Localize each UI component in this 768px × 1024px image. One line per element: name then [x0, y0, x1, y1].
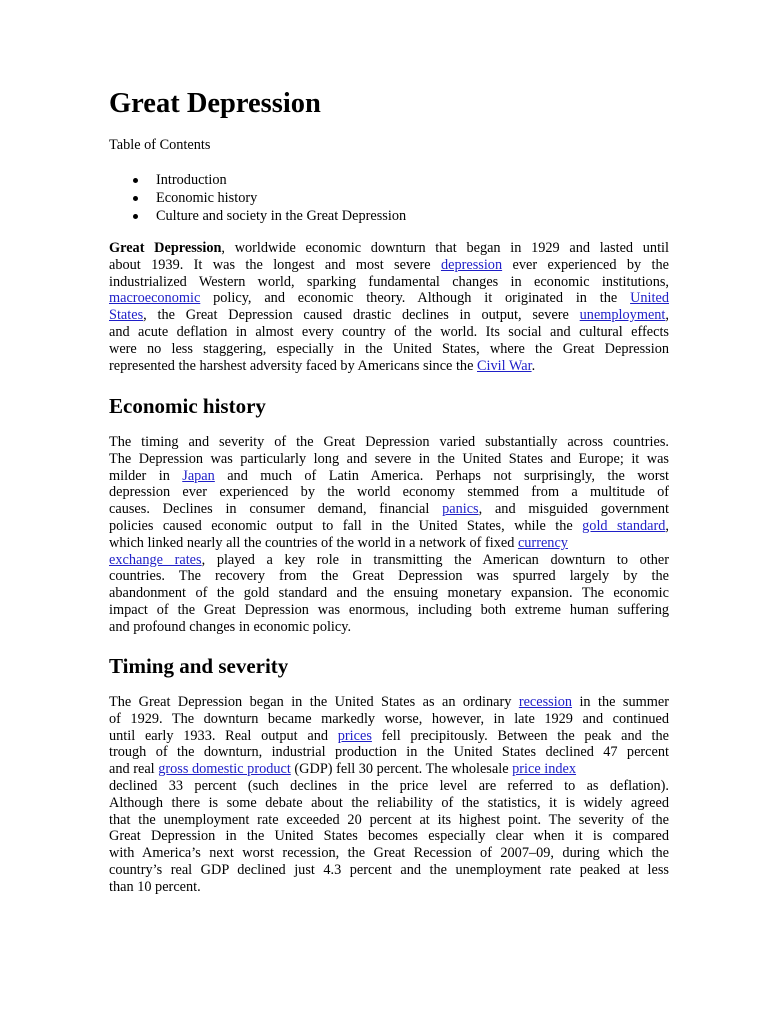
text-line: Although there is some debate about the reliability of the statistics, it is widely agreed — [109, 794, 669, 811]
toc-item-label: Introduction — [156, 172, 227, 188]
text-line: represented the harshest adversity faced by Americans since the Civil War. — [109, 357, 536, 374]
link-currency-exchange-rates[interactable]: exchange rates — [109, 551, 202, 568]
text-line: Great Depression in the United States becomes especially clear when it is compared — [109, 828, 669, 845]
text-line: The Depression was particularly long and severe in the United States and Europe; it was — [109, 450, 669, 467]
link-currency-exchange-rates[interactable]: currency — [517, 534, 568, 551]
text-line: milder in Japan and much of Latin America. Perhaps not surprisingly, the worst — [109, 467, 670, 484]
link-unemployment[interactable]: unemployment — [579, 307, 666, 324]
term-bold: Great Depression — [109, 240, 222, 256]
link-japan[interactable]: Japan — [182, 467, 215, 484]
text-line: until early 1933. Real output and prices fell precipitously. Between the peak and the — [109, 727, 669, 744]
page-title: Great Depression — [109, 88, 321, 119]
link-gross-domestic-product[interactable]: gross domestic product — [158, 761, 291, 778]
text-line: countries. The recovery from the Great Depression was spurred largely by the — [109, 568, 669, 585]
text-line: country’s real GDP declined just 4.3 percent and the unemployment rate peaked at less — [109, 861, 669, 878]
link-united-states[interactable]: United — [630, 290, 669, 307]
text-line: which linked nearly all the countries of the world in a network of fixed currency — [109, 534, 568, 551]
link-price-index[interactable]: price index — [512, 761, 577, 778]
bullet-icon — [133, 214, 138, 219]
economic-history-paragraph — [109, 434, 669, 636]
table-of-contents — [109, 171, 406, 225]
section-heading-timing-severity: Timing and severity — [109, 654, 289, 678]
link-panics[interactable]: panics — [442, 501, 479, 518]
text-line: declined 33 percent (such declines in the price level are referred to as deflation). — [109, 777, 669, 794]
text-line: and real gross domestic product (GDP) fell 30 percent. The wholesale price index — [109, 761, 577, 778]
intro-paragraph — [109, 240, 669, 374]
text-line: The timing and severity of the Great Depression varied substantially across countries. — [109, 434, 669, 450]
toc-item-label: Culture and society in the Great Depression — [156, 208, 407, 224]
text-line: were no less staggering, especially in the United States, where the Great Depression — [109, 340, 669, 357]
bullet-icon — [133, 178, 138, 183]
text-line: depression ever experienced by the world economy stemmed from a multitude of — [109, 484, 669, 501]
text-line: The Great Depression began in the United States as an ordinary recession in the summer — [109, 694, 669, 710]
link-depression[interactable]: depression — [440, 256, 503, 273]
text-line: trough of the downturn, industrial production in the United States declined 47 percent — [109, 744, 669, 761]
text-line: about 1939. It was the longest and most severe depression ever experienced by the — [109, 256, 670, 273]
bullet-icon — [133, 196, 138, 201]
text-line: with America’s next worst recession, the Great Recession of 2007–09, during which the — [109, 845, 669, 862]
timing-paragraph — [109, 694, 669, 896]
text-line: causes. Declines in consumer demand, financial panics, and misguided government — [109, 501, 669, 518]
toc-item-economic-history[interactable] — [109, 189, 406, 207]
link-gold-standard[interactable]: gold standard — [582, 517, 666, 534]
text-line: impact of the Great Depression was enormous, including both extreme human suffering — [109, 601, 669, 618]
toc-heading: Table of Contents — [109, 137, 211, 153]
link-civil-war[interactable]: Civil War — [477, 357, 532, 374]
link-prices[interactable]: prices — [337, 727, 372, 744]
text-line: Great Depression, worldwide economic downturn that began in 1929 and lasted until — [109, 240, 669, 256]
toc-item-introduction[interactable] — [109, 171, 406, 189]
text-line: and profound changes in economic policy. — [109, 618, 352, 635]
text-line: industrialized Western world, sparking fundamental changes in economic institutions, — [109, 273, 669, 290]
text-line: macroeconomic policy, and economic theory. Although it originated in the United — [109, 290, 669, 307]
text-line: abandonment of the gold standard and the ensuing monetary expansion. The economic — [109, 585, 669, 602]
text-line: that the unemployment rate exceeded 20 percent at its highest point. The severity of the — [109, 811, 669, 828]
link-recession[interactable]: recession — [518, 694, 573, 710]
link-united-states[interactable]: States — [109, 307, 144, 324]
text-line: policies caused economic output to fall in the United States, while the gold standard, — [109, 517, 669, 534]
toc-item-culture-society[interactable] — [109, 207, 406, 225]
link-macroeconomic[interactable]: macroeconomic — [109, 290, 201, 307]
text-line: exchange rates, played a key role in transmitting the American downturn to other — [109, 551, 669, 568]
text-line: and acute deflation in almost every country of the world. Its social and cultural effects — [109, 323, 669, 340]
text-line: of 1929. The downturn became markedly worse, however, in late 1929 and continued — [109, 710, 669, 727]
text-line: than 10 percent. — [109, 878, 201, 895]
toc-item-label: Economic history — [156, 190, 258, 206]
section-heading-economic-history: Economic history — [109, 394, 266, 418]
text-line: States, the Great Depression caused drastic declines in output, severe unemployment, — [109, 307, 669, 324]
